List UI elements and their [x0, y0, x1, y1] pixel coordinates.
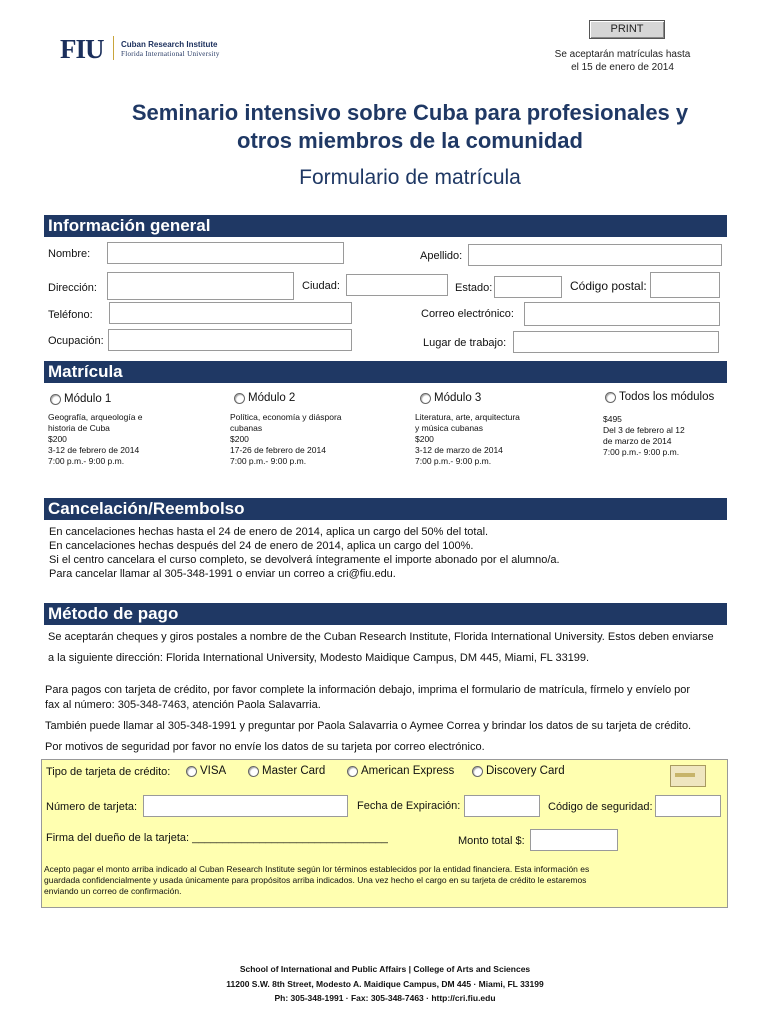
deadline-line-2: el 15 de enero de 2014: [571, 62, 674, 73]
visa-label: VISA: [200, 765, 227, 777]
section-heading-matricula: Matrícula: [44, 361, 727, 383]
all-modules-line: 7:00 p.m.- 9:00 p.m.: [603, 447, 680, 457]
title-line-2: otros miembros de la comunidad: [237, 128, 583, 153]
module-2-line: $200: [230, 434, 249, 444]
all-modules-line: Del 3 de febrero al 12: [603, 425, 685, 435]
radio-circle-icon: [347, 766, 358, 777]
module-3-line: 7:00 p.m.- 9:00 p.m.: [415, 456, 492, 466]
all-modules-line: de marzo de 2014: [603, 436, 672, 446]
all-modules-line: $495: [603, 414, 622, 424]
radio-circle-icon: [248, 766, 259, 777]
radio-circle-icon: [186, 766, 197, 777]
discovery-radio[interactable]: [472, 765, 565, 777]
visa-radio[interactable]: [186, 765, 226, 777]
module-1-label: Módulo 1: [64, 393, 112, 405]
print-button[interactable]: PRINT: [589, 20, 665, 39]
radio-circle-icon: [420, 393, 431, 404]
all-modules-label: Todos los módulos: [619, 391, 715, 403]
total-amount-field[interactable]: [530, 829, 618, 851]
codigo-postal-label: Código postal:: [570, 279, 647, 293]
module-1-line: 3-12 de febrero de 2014: [48, 445, 140, 455]
logo-divider: [113, 36, 114, 60]
security-code-label: Código de seguridad:: [548, 801, 653, 813]
card-number-label: Número de tarjeta:: [46, 801, 138, 813]
module-1-radio[interactable]: [50, 393, 111, 405]
card-terms-line: guardada confidencialmente y usada únicamente para propósitos arriba indicados. Una vez hecho el cargo en su tarjeta de crédito le estaremos: [44, 875, 587, 885]
footer-address: 11200 S.W. 8th Street, Modesto A. Maidique Campus, DM 445 · Miami, FL 33199: [226, 979, 544, 989]
apellido-label: Apellido:: [420, 250, 463, 262]
cancellation-policy: [49, 525, 560, 581]
title-line-1: Seminario intensivo sobre Cuba para profesionales y: [131, 100, 689, 125]
card-number-field[interactable]: [143, 795, 348, 817]
module-1-line: historia de Cuba: [48, 423, 110, 433]
direccion-label: Dirección:: [48, 282, 97, 294]
estado-label: Estado:: [455, 282, 493, 294]
radio-circle-icon: [605, 392, 616, 403]
footer-schools: School of International and Public Affairs | College of Arts and Sciences: [239, 964, 531, 974]
module-1-line: $200: [48, 434, 67, 444]
ciudad-label: Ciudad:: [302, 280, 340, 292]
module-2-line: Política, economía y diáspora: [230, 412, 342, 422]
discovery-label: Discovery Card: [486, 765, 565, 777]
expiration-field[interactable]: [464, 795, 540, 817]
telefono-field[interactable]: [109, 302, 352, 324]
lugar-trabajo-field[interactable]: [513, 331, 719, 353]
payment-paragraph-5: También puede llamar al 305-348-1991 y preguntar por Paola Salavarria o Aymee Correa y brindar los datos de su tarjeta de crédito.: [45, 720, 692, 732]
ocupacion-field[interactable]: [108, 329, 352, 351]
card-terms: [44, 864, 589, 897]
payment-paragraph-3: Para pagos con tarjeta de crédito, por favor complete la información debajo, imprima el formulario de matrícula, fírmelo y envíelo por: [45, 684, 691, 696]
security-code-field[interactable]: [655, 795, 721, 817]
radio-circle-icon: [472, 766, 483, 777]
logo-institute-name: Cuban Research Institute: [121, 40, 218, 49]
amex-radio[interactable]: [347, 765, 454, 777]
all-modules-radio[interactable]: [605, 391, 714, 403]
radio-circle-icon: [50, 394, 61, 405]
module-2-label: Módulo 2: [248, 392, 296, 404]
module-2-line: 7:00 p.m.- 9:00 p.m.: [230, 456, 307, 466]
enrollment-deadline: [540, 48, 705, 74]
section-heading-pago: Método de pago: [44, 603, 727, 625]
expiration-label: Fecha de Expiración:: [357, 800, 461, 812]
payment-paragraph-6: Por motivos de seguridad por favor no envíe los datos de su tarjeta por correo electrónico.: [45, 741, 485, 753]
module-2-line: cubanas: [230, 423, 263, 433]
signature-line: Firma del dueño de la tarjeta: ________________________________: [46, 832, 388, 844]
payment-paragraph-2: a la siguiente dirección: Florida International University, Modesto Maidique Campus, DM 445, Miami, FL 33199.: [48, 652, 590, 664]
module-1-description: [48, 412, 143, 467]
telefono-label: Teléfono:: [48, 309, 93, 321]
module-3-label: Módulo 3: [434, 392, 482, 404]
nombre-field[interactable]: [107, 242, 344, 264]
cancellation-line: En cancelaciones hechas hasta el 24 de enero de 2014, aplica un cargo del 50% del total.: [49, 526, 489, 538]
fiu-logo: FIU: [60, 34, 104, 64]
module-3-line: y música cubanas: [415, 423, 484, 433]
payment-paragraph-1: Se aceptarán cheques y giros postales a nombre de the Cuban Research Institute, Florida International University. Estos deben enviarse: [48, 631, 714, 643]
correo-label: Correo electrónico:: [421, 308, 514, 320]
cancellation-line: Si el centro cancelara el curso completo, se devolverá íntegramente el importe abonado por el alumno/a.: [49, 554, 560, 566]
cancellation-line: Para cancelar llamar al 305-348-1991 o enviar un correo a cri@fiu.edu.: [49, 568, 396, 580]
module-3-line: $200: [415, 434, 434, 444]
section-heading-cancelacion: Cancelación/Reembolso: [44, 498, 727, 520]
direccion-field[interactable]: [107, 272, 294, 300]
correo-field[interactable]: [524, 302, 720, 326]
form-subtitle: Formulario de matrícula: [299, 166, 521, 189]
credit-card-icon: [670, 765, 706, 787]
module-3-description: [415, 412, 520, 467]
module-3-line: 3-12 de marzo de 2014: [415, 445, 503, 455]
module-2-line: 17-26 de febrero de 2014: [230, 445, 326, 455]
card-terms-line: Acepto pagar el monto arriba indicado al Cuban Research Institute según lor términos establecidos por la entidad financiera. Esta información es: [44, 864, 590, 874]
mastercard-label: Master Card: [262, 765, 326, 777]
codigo-postal-field[interactable]: [650, 272, 720, 298]
card-type-label: Tipo de tarjeta de crédito:: [46, 766, 171, 778]
module-1-line: 7:00 p.m.- 9:00 p.m.: [48, 456, 125, 466]
module-2-radio[interactable]: [234, 392, 295, 404]
nombre-label: Nombre:: [48, 248, 91, 260]
radio-circle-icon: [234, 393, 245, 404]
estado-field[interactable]: [494, 276, 562, 298]
module-1-line: Geografía, arqueología e: [48, 412, 143, 422]
module-3-radio[interactable]: [420, 392, 481, 404]
card-terms-line: enviando un correo de confirmación.: [44, 886, 182, 896]
mastercard-radio[interactable]: [248, 765, 325, 777]
cancellation-line: En cancelaciones hechas después del 24 de enero de 2014, aplica un cargo del 100%.: [49, 540, 474, 552]
all-modules-description: [603, 414, 685, 458]
amex-label: American Express: [361, 765, 455, 777]
page-title: [60, 99, 760, 155]
ocupacion-label: Ocupación:: [48, 335, 104, 347]
apellido-field[interactable]: [468, 244, 722, 266]
module-3-line: Literatura, arte, arquitectura: [415, 412, 520, 422]
logo-university-name: Florida International University: [121, 50, 220, 58]
payment-paragraph-4: fax al número: 305-348-7463, atención Paola Salavarria.: [45, 699, 321, 711]
module-2-description: [230, 412, 342, 467]
lugar-trabajo-label: Lugar de trabajo:: [423, 337, 507, 349]
footer-contact: Ph: 305-348-1991 · Fax: 305-348-7463 · http://cri.fiu.edu: [274, 993, 496, 1003]
deadline-line-1: Se aceptarán matrículas hasta: [554, 49, 691, 60]
section-heading-general: Información general: [44, 215, 727, 237]
total-amount-label: Monto total $:: [458, 835, 525, 847]
ciudad-field[interactable]: [346, 274, 448, 296]
